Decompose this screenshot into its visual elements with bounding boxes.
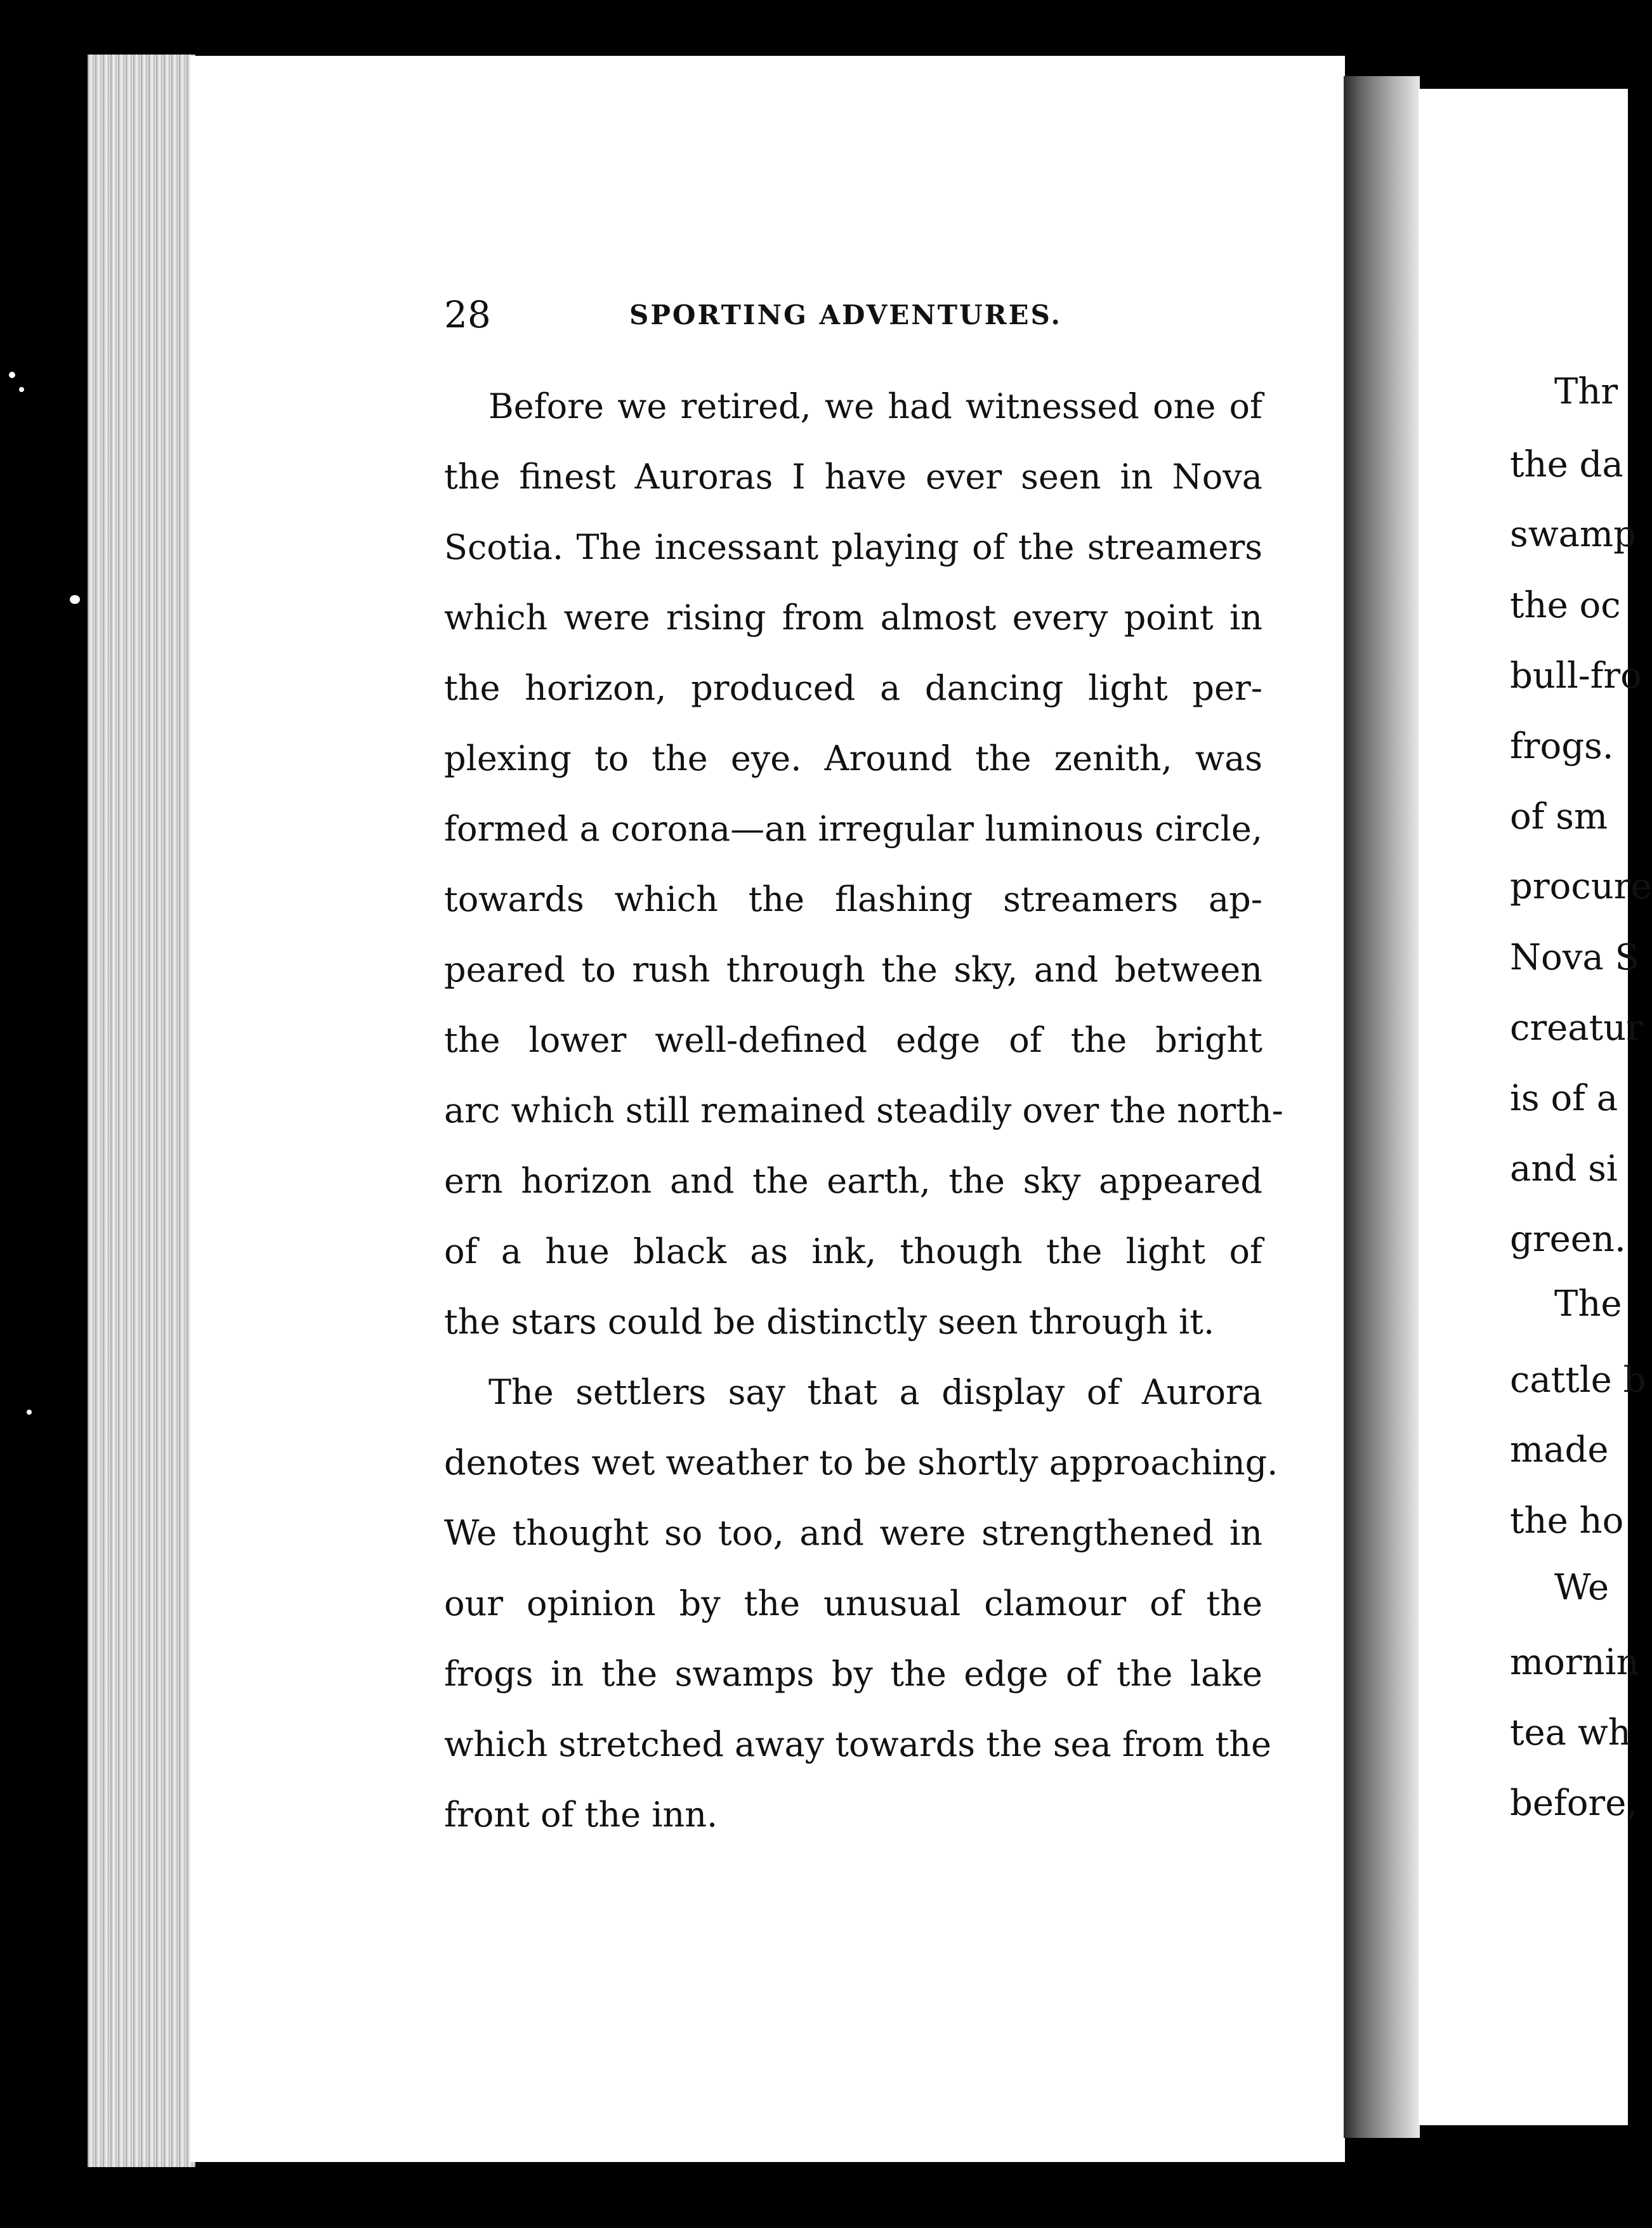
facing-line: frogs.	[1510, 726, 1614, 767]
facing-line: creatur	[1510, 1007, 1643, 1049]
facing-line: tea wh	[1510, 1712, 1631, 1753]
facing-line: procure	[1510, 866, 1652, 907]
text-line: formed a corona—an irregular luminous circle,	[444, 809, 1262, 849]
facing-line: is of a	[1510, 1078, 1618, 1119]
facing-line: before,	[1510, 1783, 1638, 1824]
text-line: The settlers say that a display of Aurora	[488, 1372, 1262, 1412]
facing-line: The	[1554, 1283, 1622, 1325]
facing-line: made	[1510, 1429, 1609, 1471]
text-line: the stars could be distinctly seen through it.	[444, 1302, 1215, 1342]
running-title: SPORTING ADVENTURES.	[629, 299, 1062, 331]
text-line: denotes wet weather to be shortly approaching.	[444, 1443, 1278, 1483]
text-line: arc which still remained steadily over the north-	[444, 1091, 1283, 1130]
facing-line: and si	[1510, 1148, 1618, 1189]
text-line: We thought so too, and were strengthened in	[444, 1513, 1262, 1553]
text-line: peared to rush through the sky, and between	[444, 950, 1262, 990]
dust-speck	[9, 372, 15, 378]
facing-line: mornin	[1510, 1642, 1639, 1683]
running-head	[444, 293, 1269, 337]
text-line: the finest Auroras I have ever seen in Nova	[444, 457, 1262, 497]
facing-line: the da	[1510, 444, 1623, 485]
facing-line: Thr	[1554, 371, 1618, 412]
text-line: Scotia. The incessant playing of the streamers	[444, 527, 1262, 567]
facing-line: of sm	[1510, 796, 1608, 837]
facing-line: Nova S	[1510, 937, 1639, 978]
facing-line: We	[1554, 1567, 1609, 1608]
dust-speck	[27, 1410, 32, 1415]
text-line: towards which the flashing streamers ap-	[444, 879, 1262, 919]
paragraph-settlers	[444, 1357, 1278, 1850]
facing-line: bull-fro	[1510, 655, 1642, 697]
book-gutter	[1344, 76, 1420, 2138]
text-line: frogs in the swamps by the edge of the lake	[444, 1654, 1262, 1694]
body-text	[444, 371, 1283, 1850]
text-line: of a hue black as ink, though the light of	[444, 1231, 1262, 1271]
facing-line: the ho	[1510, 1500, 1624, 1542]
text-line: which were rising from almost every point in	[444, 598, 1262, 638]
facing-line: swamp	[1510, 514, 1637, 555]
dust-speck	[70, 595, 80, 604]
facing-line: green.	[1510, 1219, 1626, 1260]
paragraph-aurora	[444, 371, 1283, 1357]
text-line: plexing to the eye. Around the zenith, was	[444, 738, 1262, 778]
text-line: our opinion by the unusual clamour of the	[444, 1583, 1262, 1623]
text-line: front of the inn.	[444, 1795, 718, 1835]
dust-speck	[19, 387, 24, 392]
text-line: ern horizon and the earth, the sky appeared	[444, 1161, 1262, 1201]
text-line: the horizon, produced a dancing light per-	[444, 668, 1262, 708]
text-line: Before we retired, we had witnessed one of	[488, 386, 1262, 426]
page-number: 28	[444, 293, 491, 336]
facing-line: cattle b	[1510, 1360, 1646, 1401]
page-edges	[88, 55, 195, 2167]
text-line: which stretched away towards the sea from the	[444, 1724, 1271, 1764]
text-line: the lower well-defined edge of the bright	[444, 1020, 1262, 1060]
facing-line: the oc	[1510, 585, 1621, 626]
